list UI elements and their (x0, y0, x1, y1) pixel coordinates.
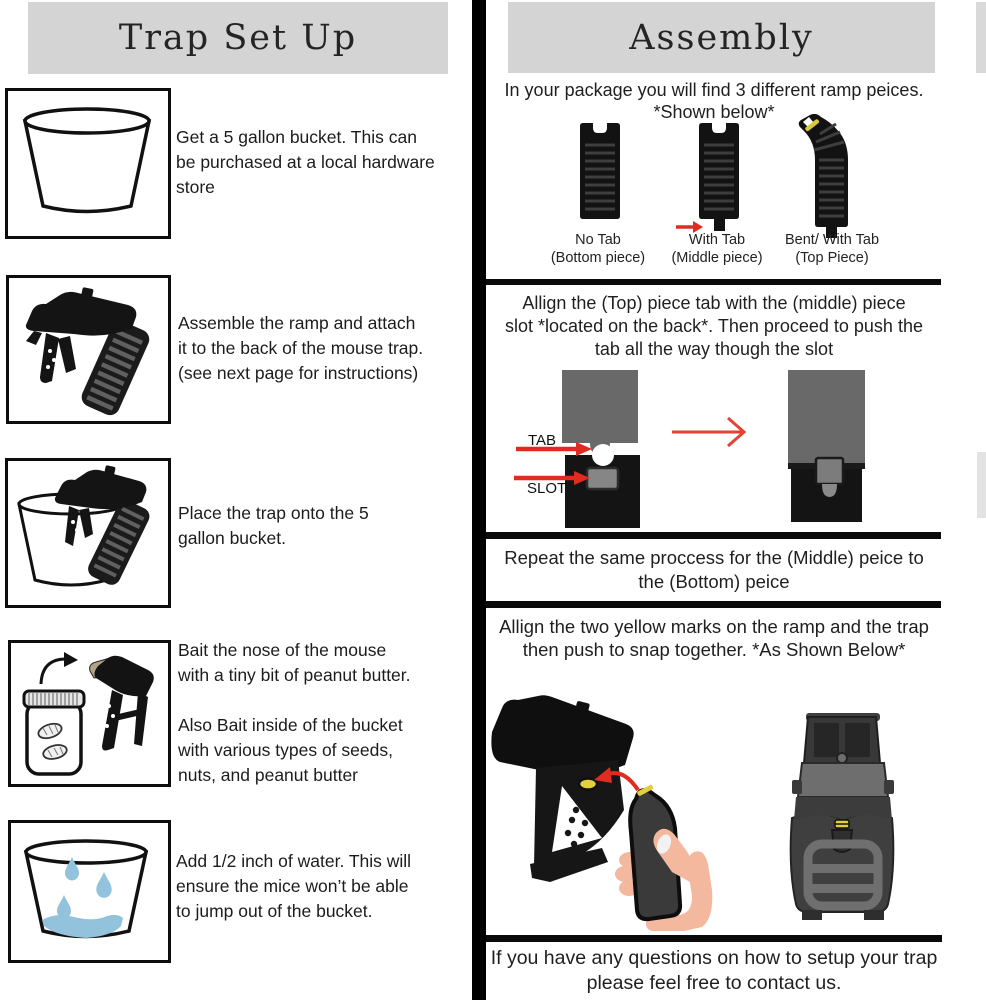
step5-text: Add 1/2 inch of water. This will ensure the mice won’t be able to jump out of the bucket. (176, 851, 412, 921)
step1-text: Get a 5 gallon bucket. This can be purchased at a local hardware store (176, 127, 435, 197)
column-divider (472, 0, 486, 1000)
ramp-piece-no-tab-illustration (578, 121, 622, 221)
trap-on-bucket-illustration (11, 464, 165, 602)
section-divider-line-4 (486, 935, 942, 942)
align-instruction-text: Allign the (Top) piece tab with the (middle) piece slot *located on the back*. Then proceed to push the tab all the way though the slot (505, 293, 923, 359)
page-edge-sliver-middle (977, 452, 986, 518)
right-section-header (508, 2, 935, 73)
bucket-with-water-illustration (14, 826, 165, 957)
contact-text: If you have any questions on how to setup your trap please feel free to contact us. (490, 947, 938, 994)
step3-illustration-box (5, 458, 171, 608)
step3-text: Place the trap onto the 5 gallon bucket. (178, 503, 369, 548)
step4-text-2: Also Bait inside of the bucket with various types of seeds, nuts, and peanut butter (178, 715, 403, 785)
repeat-instruction-text: Repeat the same proccess for the (Middle) peice to the (Bottom) peice (504, 547, 924, 592)
mouse-trap-with-ramp-illustration (12, 281, 165, 418)
tab-slot-diagram (486, 362, 942, 532)
snap-instruction-text: Allign the two yellow marks on the ramp and the trap then push to snap together. *As Shown Below* (499, 616, 929, 660)
step4-illustration-box (8, 640, 171, 787)
trap-yellow-mark (579, 779, 597, 790)
left-section-title: Trap Set Up (118, 18, 358, 58)
page-edge-sliver-top (976, 2, 986, 73)
ramp-piece-with-tab-illustration (697, 121, 741, 233)
step4-text: Bait the nose of the mouse with a tiny bit of peanut butter. (178, 640, 411, 685)
slot-label: SLOT (527, 480, 567, 497)
piece-label-middle: With Tab (Middle piece) (671, 232, 763, 266)
section-divider-line-1 (486, 279, 941, 285)
section-divider-line-2 (486, 532, 941, 539)
snap-together-illustration (486, 668, 942, 935)
tab-label: TAB (527, 432, 556, 449)
step2-text: Assemble the ramp and attach it to the back of the mouse trap. (see next page for instructions) (178, 313, 424, 383)
section-divider-line-3 (486, 601, 941, 608)
step1-illustration-box (5, 88, 171, 239)
push-direction-arrow-icon (672, 418, 744, 446)
ramp-piece-bent-with-tab-illustration (790, 114, 856, 238)
step2-illustration-box (6, 275, 171, 424)
piece-label-top: Bent/ With Tab (Top Piece) (784, 232, 880, 266)
left-section-header (28, 2, 448, 74)
step5-illustration-box (8, 820, 171, 963)
peanut-butter-jar-and-trap-illustration (14, 646, 165, 781)
package-intro-text: In your package you will find 3 different ramp peices. *Shown below* (504, 80, 924, 122)
right-section-title: Assembly (629, 17, 814, 58)
piece-label-bottom: No Tab (Bottom piece) (550, 232, 646, 266)
bucket-illustration (11, 94, 165, 233)
